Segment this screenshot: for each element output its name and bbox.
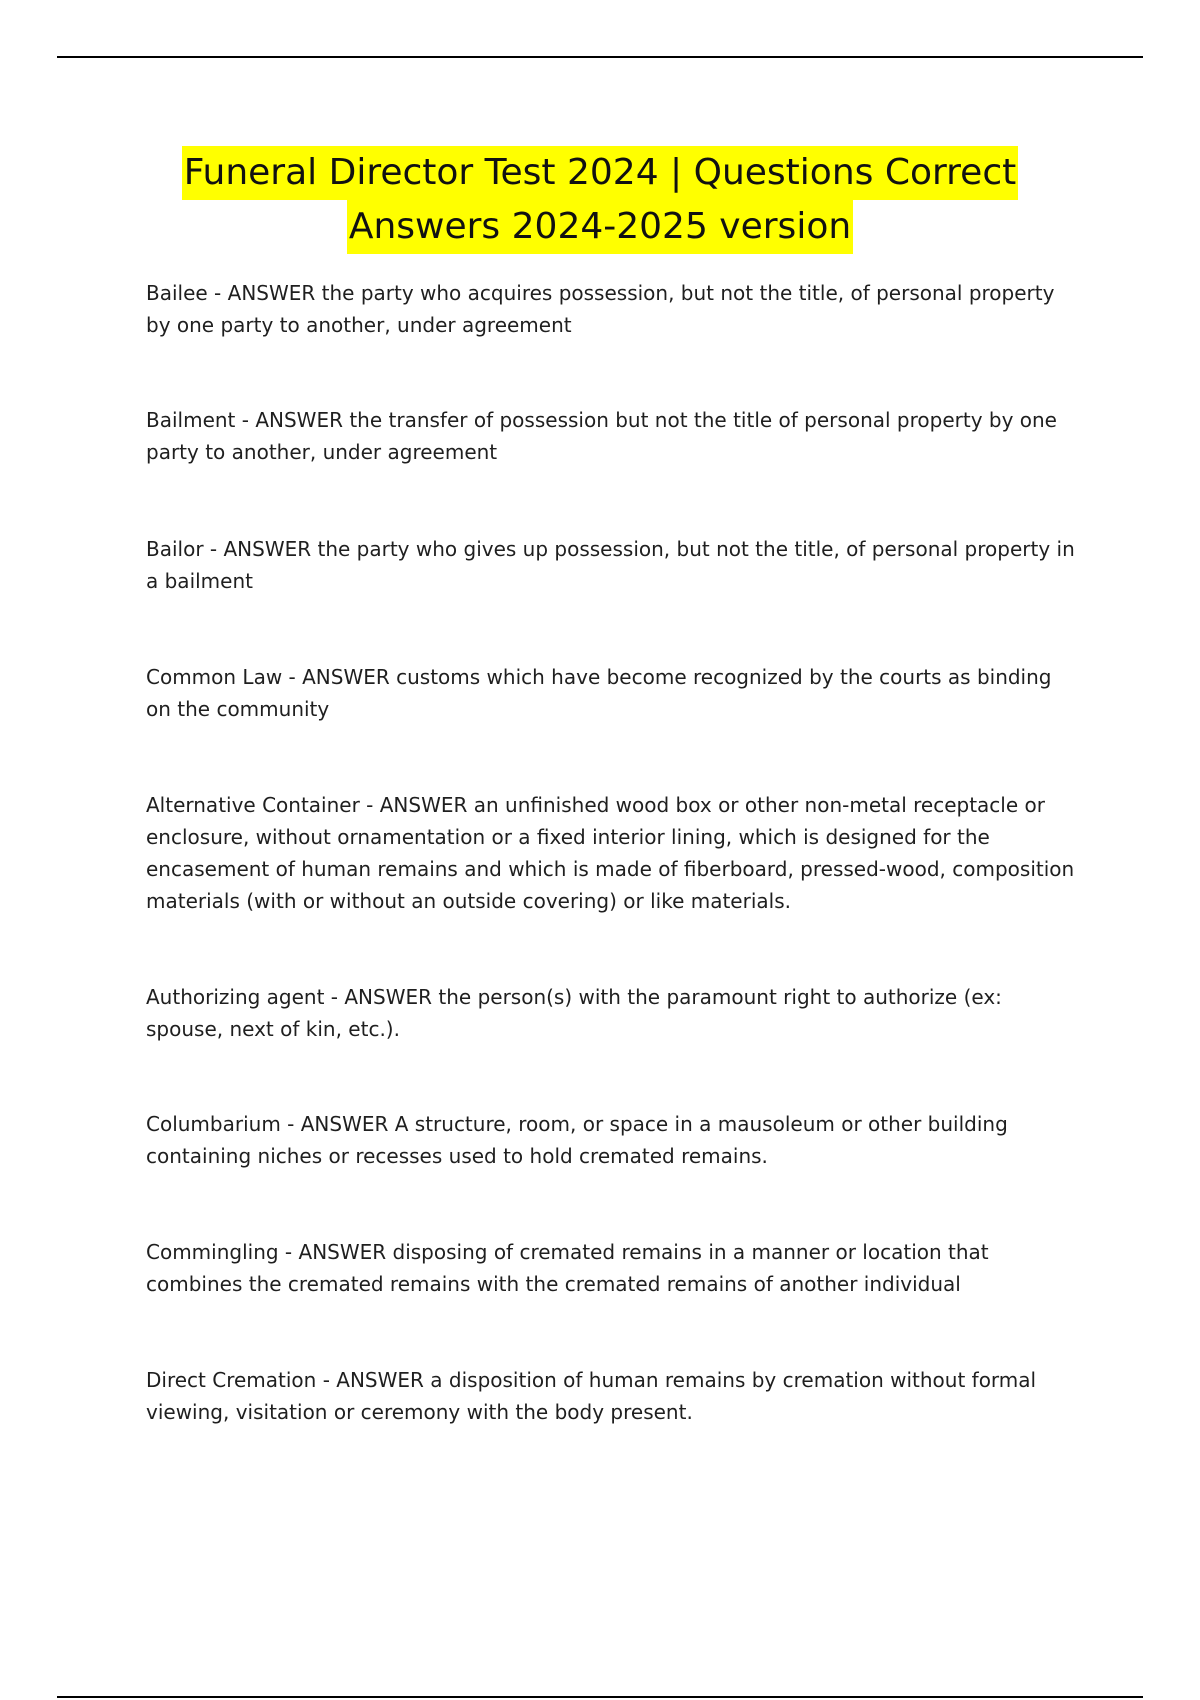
definition-entry-authorizing-agent: Authorizing agent - ANSWER the person(s) with the paramount right to authorize (ex: spouse, next of kin, etc.). [146,985,1002,1041]
definition-entry-bailee: Bailee - ANSWER the party who acquires possession, but not the title, of personal property by one party to another, under agreement [146,281,1055,337]
definition-entry-direct-cremation: Direct Cremation - ANSWER a disposition of human remains by cremation without formal viewing, visitation or ceremony with the body present. [146,1368,1037,1424]
document-title [100,146,1100,254]
bottom-rule [57,1696,1143,1698]
definition-entry-bailor: Bailor - ANSWER the party who gives up possession, but not the title, of personal property in a bailment [146,537,1075,593]
definition-entry-alternative-container: Alternative Container - ANSWER an unfinished wood box or other non-metal receptacle or enclosure, without ornamentation or a fixed interior lining, which is designed for the encasement of human remains and which is made of fiberboard, pressed-wood, composition materials (with or without an outside covering) or like materials. [146,793,1075,913]
top-rule [57,56,1143,58]
title-line-1: Funeral Director Test 2024 | Questions Correct [182,146,1018,200]
definition-entry-commingling: Commingling - ANSWER disposing of cremated remains in a manner or location that combines the cremated remains with the cremated remains of another individual [146,1240,989,1296]
title-line-2: Answers 2024-2025 version [347,200,853,254]
definition-entry-bailment: Bailment - ANSWER the transfer of possession but not the title of personal property by one party to another, under agreement [146,408,1057,464]
definition-entry-common-law: Common Law - ANSWER customs which have become recognized by the courts as binding on the community [146,665,1052,721]
definition-entry-columbarium: Columbarium - ANSWER A structure, room, or space in a mausoleum or other building containing niches or recesses used to hold cremated remains. [146,1112,1008,1168]
